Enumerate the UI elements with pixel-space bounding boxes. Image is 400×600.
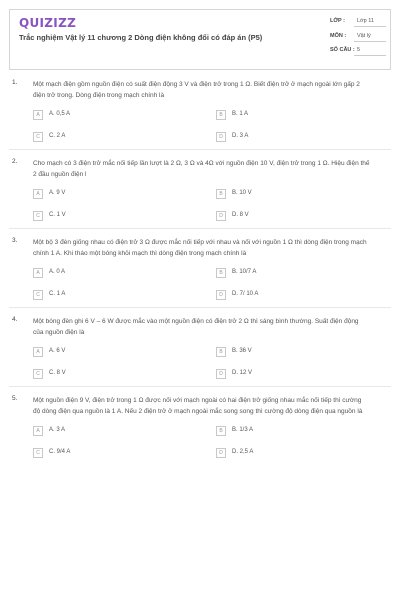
question-number: 1. — [12, 79, 18, 86]
option-letter-box: A — [33, 189, 43, 199]
meta-label: MÔN : — [330, 32, 347, 39]
option-letter-box: A — [33, 268, 43, 278]
question-text — [33, 158, 387, 180]
question-line: độ dòng điện qua nguồn là 1 A. Nếu 2 điện trở ở mạch ngoài mắc song song thì cường độ dòng điện qua nguồn là — [33, 408, 363, 415]
option-text: C. 2 A — [49, 133, 66, 139]
option-text: B. 1/3 A — [232, 427, 254, 433]
option-letter-box: D — [216, 211, 226, 221]
question-divider — [9, 386, 391, 387]
option-letter-box: D — [216, 369, 226, 379]
question-line: Một mạch điện gồm nguồn điện có suất điện động 3 V và điện trở trong 1 Ω. Biết điện trở ở mạch ngoài lớn gấp 2 — [33, 81, 360, 88]
option-letter-box: B — [216, 347, 226, 357]
meta-value: Vật lý — [354, 33, 386, 42]
option-letter-box: A — [33, 110, 43, 120]
option-text: C. 1 V — [49, 212, 66, 218]
option-text: D. 3 A — [232, 133, 249, 139]
page-title: Trắc nghiệm Vật lý 11 chương 2 Dòng điện không đổi có đáp án (P5) — [19, 33, 263, 42]
meta-label: SỐ CÂU : — [330, 47, 355, 53]
question-line: Một nguồn điện 9 V, điện trở trong 1 Ω được nối với mạch ngoài có hai điện trở giống nhau mắc nối tiếp thì cường — [33, 397, 362, 404]
question-line: Cho mạch có 3 điện trở mắc nối tiếp lần lượt là 2 Ω, 3 Ω và 4Ω với nguồn điện 10 V, điện trở trong 1 Ω. Hiệu điện thế — [33, 160, 370, 167]
question-line: chính 1 A. Khi tháo một bóng khỏi mạch thì dòng điện trong mạch chính là — [33, 250, 247, 257]
option-letter-box: D — [216, 290, 226, 300]
option-text: D. 2,5 A — [232, 449, 254, 455]
option-text: B. 36 V — [232, 348, 252, 354]
option-text: C. 9/4 A — [49, 449, 71, 455]
option-letter-box: D — [216, 448, 226, 458]
question-divider — [9, 307, 391, 308]
option-text: B. 1 A — [232, 111, 249, 117]
meta-row-question-count — [330, 43, 388, 58]
option-letter-box: B — [216, 189, 226, 199]
option-letter-box: C — [33, 290, 43, 300]
question-text — [33, 395, 387, 417]
option-text: A. 0 A — [49, 269, 66, 275]
question-text — [33, 316, 387, 338]
question-divider — [9, 228, 391, 229]
option-letter-box: D — [216, 132, 226, 142]
option-text: B. 10 V — [232, 190, 252, 196]
option-letter-box: C — [33, 132, 43, 142]
option-text: D. 7/ 10 A — [232, 291, 259, 297]
option-text: D. 12 V — [232, 370, 253, 376]
question-number: 4. — [12, 316, 18, 323]
question-number: 2. — [12, 158, 18, 165]
meta-row-subject — [330, 29, 388, 44]
question-line: Một bóng đèn ghi 6 V – 6 W được mắc vào một nguồn điện có điện trở 2 Ω thì sáng bình thường. Suất điện động — [33, 318, 359, 325]
option-text: B. 10/7 A — [232, 269, 257, 275]
option-letter-box: C — [33, 369, 43, 379]
question-line: Một bộ 3 đèn giống nhau có điện trở 3 Ω được mắc nối tiếp với nhau và nối với nguồn 1 Ω thì dòng điện trong mạch — [33, 239, 367, 246]
question-line: 2 đầu nguồn điện l — [33, 171, 87, 178]
option-text: C. 8 V — [49, 370, 66, 376]
option-letter-box: C — [33, 211, 43, 221]
option-letter-box: C — [33, 448, 43, 458]
question-number: 3. — [12, 237, 18, 244]
option-letter-box: A — [33, 426, 43, 436]
option-text: A. 9 V — [49, 190, 66, 196]
option-letter-box: A — [33, 347, 43, 357]
question-line: điện trở trong. Dòng điện trong mạch chính là — [33, 92, 165, 99]
option-text: A. 3 A — [49, 427, 66, 433]
option-text: D. 8 V — [232, 212, 249, 218]
question-text — [33, 237, 387, 259]
meta-value: 5 — [354, 47, 386, 56]
option-letter-box: B — [216, 110, 226, 120]
option-text: C. 1 A — [49, 291, 66, 297]
question-line: của nguồn điện là — [33, 329, 85, 336]
option-text: A. 0,5 A — [49, 111, 71, 117]
option-letter-box: B — [216, 426, 226, 436]
meta-value: Lớp 11 — [354, 18, 386, 27]
meta-row-class — [330, 14, 388, 29]
question-number: 5. — [12, 395, 18, 402]
worksheet-header — [9, 9, 391, 70]
option-letter-box: B — [216, 268, 226, 278]
question-divider — [9, 149, 391, 150]
quizizz-logo[interactable]: QUIZIZZ — [19, 16, 77, 30]
worksheet-meta — [330, 14, 388, 58]
meta-label: LỚP : — [330, 18, 345, 24]
option-text: A. 6 V — [49, 348, 66, 354]
question-text — [33, 79, 387, 101]
